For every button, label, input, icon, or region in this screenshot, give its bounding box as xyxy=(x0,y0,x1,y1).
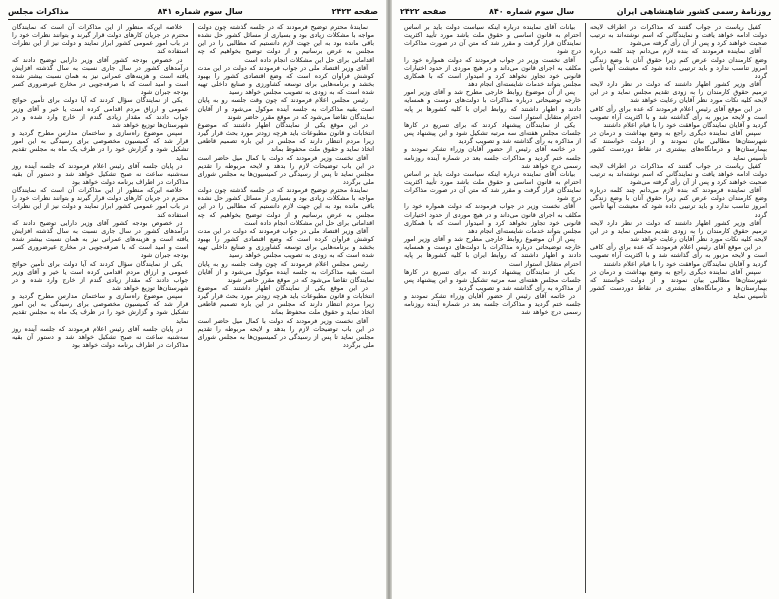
paragraph: آقای وزیر اقتصاد ملی در جواب فرمودند که دولت در این مدت کوشش فراوان کرده است که وضع اقتصادی کشور را بهبود بخشد و برنامه‌هایی برای توسعه کشاورزی و صنایع داخلی تهیه شده است که به زودی به تصویب مجلس خواهد رسید xyxy=(197,63,374,97)
paragraph: آقای نخست وزیر فرمودند که دولت با کمال میل حاضر است در این باب توضیحات لازم را بدهد و لایحه مربوطه را تقدیم مجلس نماید تا پس از رسیدگی در کمیسیون‌ها به مجلس شورای ملی برگردد xyxy=(197,153,374,186)
paragraph: آقای وزیر اقتصاد ملی در جواب فرمودند که دولت در این مدت کوشش فراوان کرده است که وضع اقتصادی کشور را بهبود بخشد و برنامه‌هایی برای توسعه کشاورزی و صنایع داخلی تهیه شده است که به زودی به تصویب مجلس خواهد رسید xyxy=(197,226,374,260)
left-page-number: صفحه ۲۴۲۳ xyxy=(331,6,378,16)
paragraph: سپس موضوع راه‌سازی و ساختمان مدارس مطرح گردید و قرار شد که کمیسیون مخصوصی برای رسیدگی به این امور تشکیل شود و گزارش خود را در ظرف یک ماه به مجلس تقدیم نماید xyxy=(12,292,189,325)
left-column-1-text xyxy=(198,23,375,349)
paragraph: یکی از نمایندگان سؤال کردند که آیا دولت برای تأمین حوائج عمومی و ارزاق مردم اقدامی کرده است یا خیر و آقای وزیر جواب دادند که مقدار زیادی گندم از خارج وارد شده و در شهرستان‌ها توزیع خواهد شد xyxy=(12,259,189,292)
right-column-2 xyxy=(400,23,586,593)
paragraph: رئیس مجلس اعلام فرمودند که چون وقت جلسه رو به پایان است بقیه مذاکرات به جلسه آینده موکول می‌شود و از آقایان نمایندگان تقاضا می‌شود که در موقع مقرر حاضر شوند xyxy=(197,259,374,284)
paragraph: آقای وزیر کشور اظهار داشتند که دولت در نظر دارد لایحه ترمیم حقوق کارمندان را به زودی تقدیم مجلس نماید و در این لایحه کلیه نکات مورد نظر آقایان رعایت خواهد شد xyxy=(590,80,767,105)
right-section-title: روزنامهٔ رسمی کشور شاهنشاهی ایران xyxy=(616,6,771,16)
paragraph: سپس موضوع راه‌سازی و ساختمان مدارس مطرح گردید و قرار شد که کمیسیون مخصوصی برای رسیدگی به این امور تشکیل شود و گزارش خود را در ظرف یک ماه به مجلس تقدیم نماید xyxy=(12,129,189,162)
paragraph: در خصوص بودجه کشور آقای وزیر دارایی توضیح دادند که درآمدهای کشور در سال جاری نسبت به سال گذشته افزایش یافته است و هزینه‌های عمرانی نیز به همان نسبت بیشتر شده است و امید است که با صرفه‌جویی در مخارج غیرضروری کسر بودجه جبران شود xyxy=(12,55,189,97)
paragraph: یکی از نمایندگان پیشنهاد کردند که برای تسریع در کارها جلسات مجلس هفته‌ای سه مرتبه تشکیل شود و این پیشنهاد پس از مذاکره به رأی گذاشته شد و تصویب گردید xyxy=(404,267,581,292)
paragraph: خلاصه این‌که منظور از این مذاکرات آن است که نمایندگان محترم در جریان کارهای دولت قرار گیرند و بتوانند نظرات خود را در باب امور عمومی کشور ابراز نمایند و دولت نیز از این نظرات استفاده کند xyxy=(12,23,189,56)
paragraph: در این موقع یکی از نمایندگان اظهار داشتند که موضوع انتخابات و قانون مطبوعات باید هرچه زودتر مورد بحث قرار گیرد زیرا مردم انتظار دارند که مجلس در این باره تصمیم قاطعی اتخاذ نماید و حقوق ملت محفوظ بماند xyxy=(197,120,374,154)
left-journal-issue: سال سوم شماره ۸۴۱ xyxy=(157,6,243,16)
paragraph: آقای نخست وزیر فرمودند که دولت با کمال میل حاضر است در این باب توضیحات لازم را بدهد و لایحه مربوطه را تقدیم مجلس نماید تا پس از رسیدگی در کمیسیون‌ها به مجلس شورای ملی برگردد xyxy=(197,316,374,350)
paragraph: بیانات آقای نماینده درباره اینکه سیاست دولت باید بر اساس احترام به قانون اساسی و حقوق ملت باشد مورد تأیید اکثریت نمایندگان قرار گرفت و مقرر شد که متن آن در صورت مذاکرات درج شود xyxy=(404,169,581,203)
paragraph: آقای نماینده فرمودند که بنده لازم می‌دانم چند کلمه درباره وضع کارمندان دولت عرض کنم زیرا حقوق آنان با وضع زندگی امروز تناسب ندارد و باید ترتیبی داده شود که معیشت آنها تأمین گردد xyxy=(590,47,767,80)
right-columns xyxy=(400,23,771,593)
right-column-2-text xyxy=(404,23,581,317)
right-column-1-text xyxy=(590,23,767,300)
paragraph: یکی از نمایندگان سؤال کردند که آیا دولت برای تأمین حوائج عمومی و ارزاق مردم اقدامی کرده است یا خیر و آقای وزیر جواب دادند که مقدار زیادی گندم از خارج وارد شده و در شهرستان‌ها توزیع خواهد شد xyxy=(12,96,189,129)
paragraph: در این موقع آقای رئیس اعلام فرمودند که عده برای رأی کافی است و لایحه مزبور به رأی گذاشته شد و با اکثریت آراء تصویب گردید و آقایان نمایندگان موافقت خود را با قیام اعلام داشتند xyxy=(590,104,767,129)
paragraph: نمایندهٔ محترم توضیح فرمودند که در جلسه گذشته چون دولت مواجه با مشکلات زیادی بود و بسیاری از مسائل کشور حل نشده باقی مانده بود به این جهت لازم دانستیم که مطالبی را در این مجلس به عرض برسانیم و از دولت توضیح بخواهیم که چه اقداماتی برای حل این مشکلات انجام داده است xyxy=(197,186,374,227)
left-column-2 xyxy=(8,23,194,593)
left-page xyxy=(0,0,386,599)
left-page-header xyxy=(8,4,378,18)
paragraph: آقای وزیر کشور اظهار داشتند که دولت در نظر دارد لایحه ترمیم حقوق کارمندان را به زودی تقدیم مجلس نماید و در این لایحه کلیه نکات مورد نظر آقایان رعایت خواهد شد xyxy=(590,218,767,244)
paragraph: پس از آن موضوع روابط خارجی مطرح شد و آقای وزیر امور خارجه توضیحاتی درباره مذاکرات با دولت‌های دوست و همسایه دادند و اظهار داشتند که روابط ایران با کلیه کشورها بر پایه احترام متقابل استوار است xyxy=(404,88,581,121)
paragraph: آقای نماینده فرمودند که بنده لازم می‌دانم چند کلمه درباره وضع کارمندان دولت عرض کنم زیرا حقوق آنان با وضع زندگی امروز تناسب ندارد و باید ترتیبی داده شود که معیشت آنها تأمین گردد xyxy=(590,186,767,219)
paragraph: پس از آن موضوع روابط خارجی مطرح شد و آقای وزیر امور خارجه توضیحاتی درباره مذاکرات با دولت‌های دوست و همسایه دادند و اظهار داشتند که روابط ایران با کلیه کشورها بر پایه احترام متقابل استوار است xyxy=(404,235,581,268)
paragraph: سپس آقای نماینده دیگری راجع به وضع بهداشت و درمان در شهرستان‌ها مطالبی بیان نمودند و از دولت خواستند که بیمارستان‌ها و درمانگاه‌های بیشتری در نقاط دوردست کشور تأسیس نماید xyxy=(590,129,767,162)
paragraph: در پایان جلسه آقای رئیس اعلام فرمودند که جلسه آینده روز سه‌شنبه ساعت نه صبح تشکیل خواهد شد و دستور آن بقیه مذاکرات در اطراف برنامه دولت خواهد بود xyxy=(12,161,189,186)
paragraph: کفیل ریاست در جواب گفتند که مذاکرات در اطراف لایحه دولت ادامه خواهد یافت و نمایندگانی که اسم نوشته‌اند به ترتیب صحبت خواهند کرد و پس از آن رأی گرفته می‌شود xyxy=(590,23,767,48)
paragraph: خلاصه این‌که منظور از این مذاکرات آن است که نمایندگان محترم در جریان کارهای دولت قرار گیرند و بتوانند نظرات خود را در باب امور عمومی کشور ابراز نمایند و دولت نیز از این نظرات استفاده کند xyxy=(12,186,189,219)
right-header-rule xyxy=(400,19,771,20)
paragraph: سپس آقای نماینده دیگری راجع به وضع بهداشت و درمان در شهرستان‌ها مطالبی بیان نمودند و از دولت خواستند که بیمارستان‌ها و درمانگاه‌های بیشتری در نقاط دوردست کشور تأسیس نماید xyxy=(590,267,767,301)
right-column-1 xyxy=(586,23,771,593)
paragraph: رئیس مجلس اعلام فرمودند که چون وقت جلسه رو به پایان است بقیه مذاکرات به جلسه آینده موکول می‌شود و از آقایان نمایندگان تقاضا می‌شود که در موقع مقرر حاضر شوند xyxy=(197,96,374,121)
paragraph: در خاتمه آقای رئیس از حضور آقایان وزراء تشکر نمودند و جلسه ختم گردید و مذاکرات جلسه بعد در شماره آینده روزنامه رسمی درج خواهد شد xyxy=(404,292,581,317)
left-column-1 xyxy=(194,23,379,593)
left-section-title: مذاکرات مجلس xyxy=(8,6,69,16)
paragraph: در خصوص بودجه کشور آقای وزیر دارایی توضیح دادند که درآمدهای کشور در سال جاری نسبت به سال گذشته افزایش یافته است و هزینه‌های عمرانی نیز به همان نسبت بیشتر شده است و امید است که با صرفه‌جویی در مخارج غیرضروری کسر بودجه جبران شود xyxy=(12,218,189,260)
paragraph: یکی از نمایندگان پیشنهاد کردند که برای تسریع در کارها جلسات مجلس هفته‌ای سه مرتبه تشکیل شود و این پیشنهاد پس از مذاکره به رأی گذاشته شد و تصویب گردید xyxy=(404,120,581,146)
left-column-2-text xyxy=(12,23,189,349)
paragraph: در پایان جلسه آقای رئیس اعلام فرمودند که جلسه آینده روز سه‌شنبه ساعت نه صبح تشکیل خواهد شد و دستور آن بقیه مذاکرات در اطراف برنامه دولت خواهد بود xyxy=(12,324,189,350)
right-journal-issue: سال سوم شماره ۸۴۰ xyxy=(489,6,575,16)
paragraph: آقای نخست وزیر در جواب فرمودند که دولت همواره خود را مکلف به اجرای قانون می‌داند و در هیچ موردی از حدود اختیارات قانونی خود تجاوز نخواهد کرد و امیدوار است که با همکاری مجلس بتواند خدمات شایسته‌ای انجام دهد xyxy=(404,55,581,89)
right-page-header xyxy=(400,4,771,18)
left-header-rule xyxy=(8,19,378,20)
paragraph: کفیل ریاست در جواب گفتند که مذاکرات در اطراف لایحه دولت ادامه خواهد یافت و نمایندگانی که اسم نوشته‌اند به ترتیب صحبت خواهند کرد و پس از آن رأی گرفته می‌شود xyxy=(590,161,767,186)
paragraph: آقای نخست وزیر در جواب فرمودند که دولت همواره خود را مکلف به اجرای قانون می‌داند و در هیچ موردی از حدود اختیارات قانونی خود تجاوز نخواهد کرد و امیدوار است که با همکاری مجلس بتواند خدمات شایسته‌ای انجام دهد xyxy=(404,202,581,235)
paragraph: بیانات آقای نماینده درباره اینکه سیاست دولت باید بر اساس احترام به قانون اساسی و حقوق ملت باشد مورد تأیید اکثریت نمایندگان قرار گرفت و مقرر شد که متن آن در صورت مذاکرات درج شود xyxy=(404,23,581,56)
paragraph: نمایندهٔ محترم توضیح فرمودند که در جلسه گذشته چون دولت مواجه با مشکلات زیادی بود و بسیاری از مسائل کشور حل نشده باقی مانده بود به این جهت لازم دانستیم که مطالبی را در این مجلس به عرض برسانیم و از دولت توضیح بخواهیم که چه اقداماتی برای حل این مشکلات انجام داده است xyxy=(197,23,374,64)
paragraph: در خاتمه آقای رئیس از حضور آقایان وزراء تشکر نمودند و جلسه ختم گردید و مذاکرات جلسه بعد در شماره آینده روزنامه رسمی درج خواهد شد xyxy=(404,145,581,170)
right-page-number: صفحه ۲۴۲۲ xyxy=(400,6,447,16)
paragraph: در این موقع یکی از نمایندگان اظهار داشتند که موضوع انتخابات و قانون مطبوعات باید هرچه زودتر مورد بحث قرار گیرد زیرا مردم انتظار دارند که مجلس در این باره تصمیم قاطعی اتخاذ نماید و حقوق ملت محفوظ بماند xyxy=(197,284,374,317)
right-page xyxy=(392,0,779,599)
left-columns xyxy=(8,23,378,593)
paragraph: در این موقع آقای رئیس اعلام فرمودند که عده برای رأی کافی است و لایحه مزبور به رأی گذاشته شد و با اکثریت آراء تصویب گردید و آقایان نمایندگان موافقت خود را با قیام اعلام داشتند xyxy=(590,243,767,268)
